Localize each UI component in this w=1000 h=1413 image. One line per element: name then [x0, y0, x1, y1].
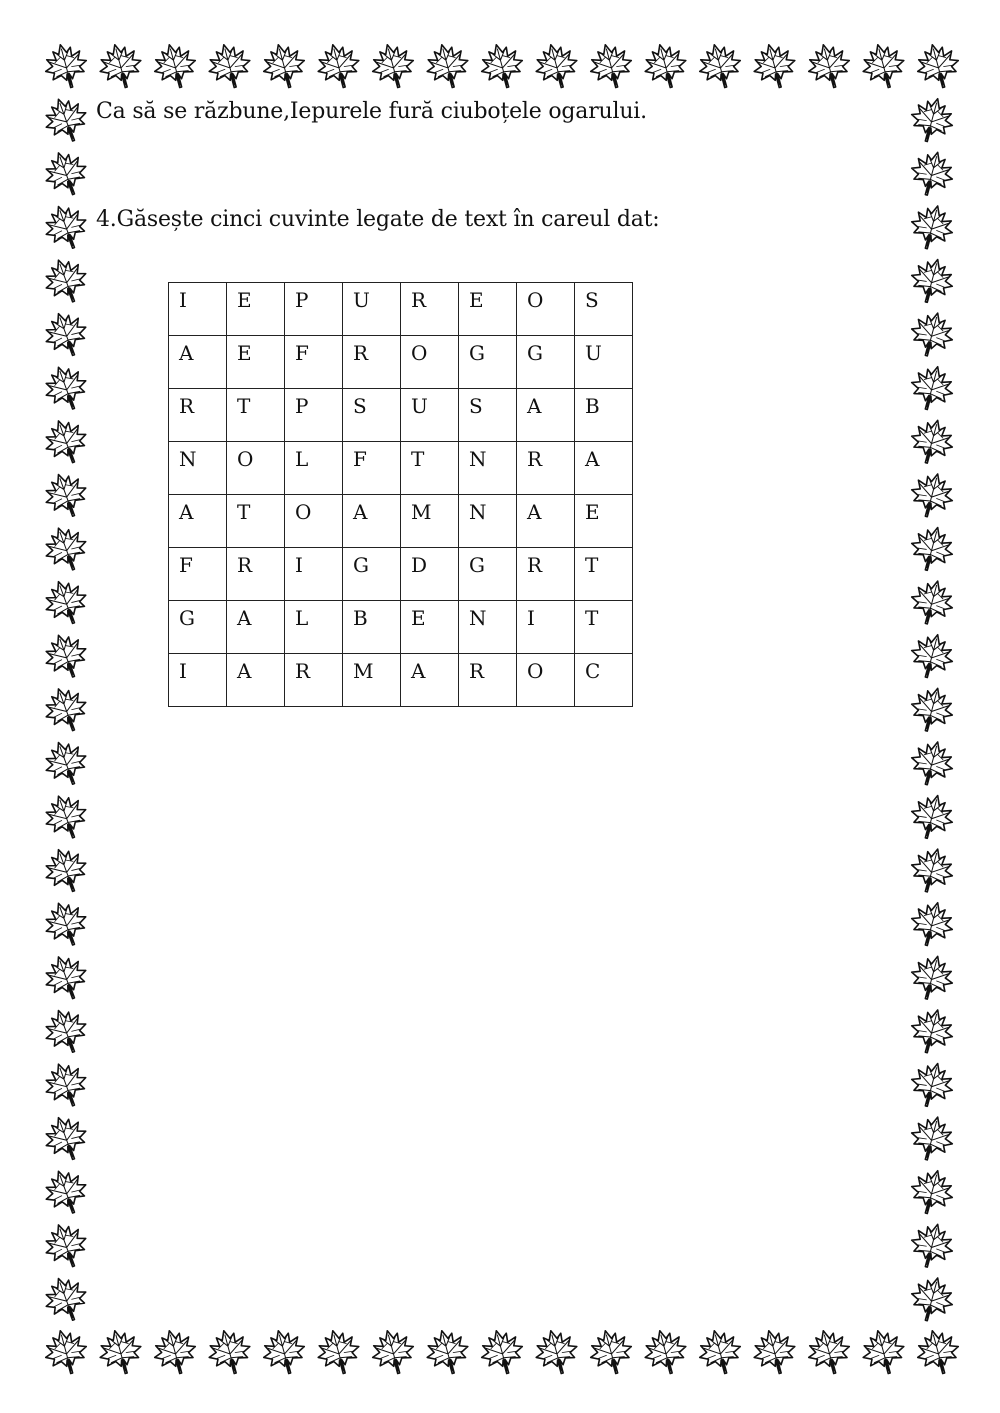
maple-leaf-icon — [39, 199, 94, 255]
maple-leaf-icon — [39, 92, 94, 148]
maple-leaf-icon — [640, 1325, 692, 1378]
story-sentence: Ca să se răzbune,Iepurele fură ciuboțele ogarului. — [96, 99, 647, 124]
grid-cell[interactable]: G — [169, 601, 227, 654]
maple-leaf-icon — [258, 39, 310, 92]
grid-row — [169, 601, 633, 654]
grid-cell[interactable]: R — [227, 548, 285, 601]
maple-leaf-icon — [906, 469, 958, 522]
grid-cell[interactable]: R — [285, 654, 343, 707]
grid-row — [169, 495, 633, 548]
maple-leaf-icon — [906, 790, 958, 843]
maple-leaf-icon — [40, 1325, 92, 1378]
grid-cell[interactable]: L — [285, 601, 343, 654]
maple-leaf-icon — [39, 1271, 94, 1327]
grid-cell[interactable]: T — [575, 548, 633, 601]
grid-cell[interactable]: S — [343, 389, 401, 442]
grid-cell[interactable]: T — [227, 495, 285, 548]
maple-leaf-icon — [422, 1325, 474, 1378]
grid-cell[interactable]: O — [285, 495, 343, 548]
grid-cell[interactable]: S — [575, 283, 633, 336]
maple-leaf-icon — [476, 39, 528, 92]
grid-cell[interactable]: T — [401, 442, 459, 495]
maple-leaf-icon — [912, 1325, 964, 1378]
grid-cell[interactable]: G — [459, 548, 517, 601]
maple-leaf-icon — [367, 39, 419, 92]
grid-cell[interactable]: I — [517, 601, 575, 654]
maple-leaf-icon — [585, 39, 637, 92]
grid-cell[interactable]: R — [459, 654, 517, 707]
grid-cell[interactable]: T — [575, 601, 633, 654]
grid-cell[interactable]: P — [285, 389, 343, 442]
maple-leaf-icon — [40, 39, 92, 92]
maple-leaf-icon — [39, 1111, 94, 1167]
maple-leaf-icon — [906, 415, 958, 468]
grid-cell[interactable]: N — [459, 601, 517, 654]
grid-cell[interactable]: P — [285, 283, 343, 336]
grid-cell[interactable]: R — [169, 389, 227, 442]
grid-cell[interactable]: U — [343, 283, 401, 336]
maple-leaf-icon — [531, 39, 583, 92]
maple-leaf-icon — [39, 1218, 94, 1274]
maple-leaf-icon — [906, 1058, 958, 1111]
maple-leaf-icon — [39, 896, 94, 952]
maple-leaf-icon — [367, 1325, 419, 1378]
word-search-grid — [168, 282, 633, 707]
grid-cell[interactable]: N — [169, 442, 227, 495]
maple-leaf-icon — [204, 39, 256, 92]
maple-leaf-icon — [906, 254, 958, 307]
maple-leaf-icon — [39, 307, 94, 363]
maple-leaf-icon — [39, 521, 94, 577]
grid-row — [169, 654, 633, 707]
task-instruction: 4.Găsește cinci cuvinte legate de text în careul dat: — [96, 207, 660, 232]
grid-cell[interactable]: E — [575, 495, 633, 548]
maple-leaf-icon — [906, 897, 958, 950]
grid-row — [169, 283, 633, 336]
grid-cell[interactable]: A — [401, 654, 459, 707]
maple-leaf-icon — [803, 39, 855, 92]
grid-cell[interactable]: E — [227, 283, 285, 336]
grid-cell[interactable]: U — [401, 389, 459, 442]
grid-cell[interactable]: O — [517, 654, 575, 707]
grid-cell[interactable]: A — [343, 495, 401, 548]
maple-leaf-icon — [476, 1325, 528, 1378]
maple-leaf-icon — [585, 1325, 637, 1378]
grid-cell[interactable]: L — [285, 442, 343, 495]
grid-cell[interactable]: T — [227, 389, 285, 442]
maple-leaf-icon — [39, 789, 94, 845]
maple-leaf-icon — [422, 39, 474, 92]
grid-cell[interactable]: F — [343, 442, 401, 495]
grid-cell[interactable]: N — [459, 495, 517, 548]
maple-leaf-icon — [39, 146, 94, 202]
maple-leaf-icon — [39, 1164, 94, 1220]
grid-cell[interactable]: F — [285, 336, 343, 389]
maple-leaf-icon — [858, 1325, 910, 1378]
grid-row — [169, 548, 633, 601]
maple-leaf-icon — [694, 1325, 746, 1378]
maple-leaf-icon — [149, 39, 201, 92]
maple-leaf-icon — [906, 361, 958, 414]
grid-row — [169, 389, 633, 442]
grid-cell[interactable]: B — [343, 601, 401, 654]
grid-cell[interactable]: I — [169, 654, 227, 707]
maple-leaf-icon — [39, 253, 94, 309]
maple-leaf-icon — [39, 682, 94, 738]
grid-cell[interactable]: R — [517, 548, 575, 601]
grid-row — [169, 336, 633, 389]
grid-cell[interactable]: N — [459, 442, 517, 495]
grid-cell[interactable]: F — [169, 548, 227, 601]
grid-row — [169, 442, 633, 495]
maple-leaf-icon — [258, 1325, 310, 1378]
grid-cell[interactable]: D — [401, 548, 459, 601]
maple-leaf-icon — [531, 1325, 583, 1378]
grid-cell[interactable]: R — [517, 442, 575, 495]
grid-cell[interactable]: R — [343, 336, 401, 389]
grid-cell[interactable]: O — [401, 336, 459, 389]
grid-cell[interactable]: G — [343, 548, 401, 601]
maple-leaf-icon — [906, 951, 958, 1004]
maple-leaf-icon — [39, 950, 94, 1006]
maple-leaf-icon — [749, 39, 801, 92]
grid-cell[interactable]: G — [459, 336, 517, 389]
maple-leaf-icon — [906, 201, 958, 254]
maple-leaf-icon — [906, 1165, 958, 1218]
maple-leaf-icon — [912, 39, 964, 92]
maple-leaf-icon — [906, 1005, 958, 1058]
maple-leaf-icon — [906, 1112, 958, 1165]
maple-leaf-icon — [39, 575, 94, 631]
maple-leaf-icon — [39, 1003, 94, 1059]
maple-leaf-icon — [204, 1325, 256, 1378]
maple-leaf-icon — [906, 629, 958, 682]
grid-cell[interactable]: O — [227, 442, 285, 495]
grid-cell[interactable]: A — [575, 442, 633, 495]
grid-cell[interactable]: A — [169, 336, 227, 389]
maple-leaf-icon — [858, 39, 910, 92]
grid-cell[interactable]: I — [285, 548, 343, 601]
maple-leaf-icon — [95, 39, 147, 92]
maple-leaf-icon — [39, 628, 94, 684]
maple-leaf-icon — [39, 1057, 94, 1113]
grid-cell[interactable]: G — [517, 336, 575, 389]
maple-leaf-icon — [313, 1325, 365, 1378]
maple-leaf-icon — [906, 844, 958, 897]
maple-leaf-icon — [39, 414, 94, 470]
grid-cell[interactable]: O — [517, 283, 575, 336]
maple-leaf-icon — [694, 39, 746, 92]
maple-leaf-icon — [906, 1219, 958, 1272]
maple-leaf-icon — [39, 735, 94, 791]
maple-leaf-icon — [149, 1325, 201, 1378]
maple-leaf-icon — [906, 737, 958, 790]
maple-leaf-icon — [906, 93, 958, 146]
grid-cell[interactable]: M — [401, 495, 459, 548]
grid-cell[interactable]: E — [227, 336, 285, 389]
grid-cell[interactable]: A — [517, 495, 575, 548]
maple-leaf-icon — [906, 308, 958, 361]
grid-cell[interactable]: I — [169, 283, 227, 336]
maple-leaf-icon — [39, 467, 94, 523]
grid-cell[interactable]: M — [343, 654, 401, 707]
maple-leaf-icon — [95, 1325, 147, 1378]
maple-leaf-icon — [39, 843, 94, 899]
grid-cell[interactable]: S — [459, 389, 517, 442]
maple-leaf-icon — [906, 522, 958, 575]
grid-cell[interactable]: E — [459, 283, 517, 336]
grid-cell[interactable]: A — [227, 654, 285, 707]
grid-cell[interactable]: E — [401, 601, 459, 654]
maple-leaf-icon — [640, 39, 692, 92]
grid-cell[interactable]: B — [575, 389, 633, 442]
grid-cell[interactable]: A — [517, 389, 575, 442]
grid-cell[interactable]: U — [575, 336, 633, 389]
grid-cell[interactable]: R — [401, 283, 459, 336]
maple-leaf-icon — [906, 147, 958, 200]
grid-cell[interactable]: C — [575, 654, 633, 707]
maple-leaf-icon — [313, 39, 365, 92]
grid-cell[interactable]: A — [227, 601, 285, 654]
grid-cell[interactable]: A — [169, 495, 227, 548]
maple-leaf-icon — [749, 1325, 801, 1378]
maple-leaf-icon — [906, 1273, 958, 1326]
maple-leaf-icon — [803, 1325, 855, 1378]
maple-leaf-icon — [906, 683, 958, 736]
maple-leaf-icon — [39, 360, 94, 416]
maple-leaf-icon — [906, 576, 958, 629]
